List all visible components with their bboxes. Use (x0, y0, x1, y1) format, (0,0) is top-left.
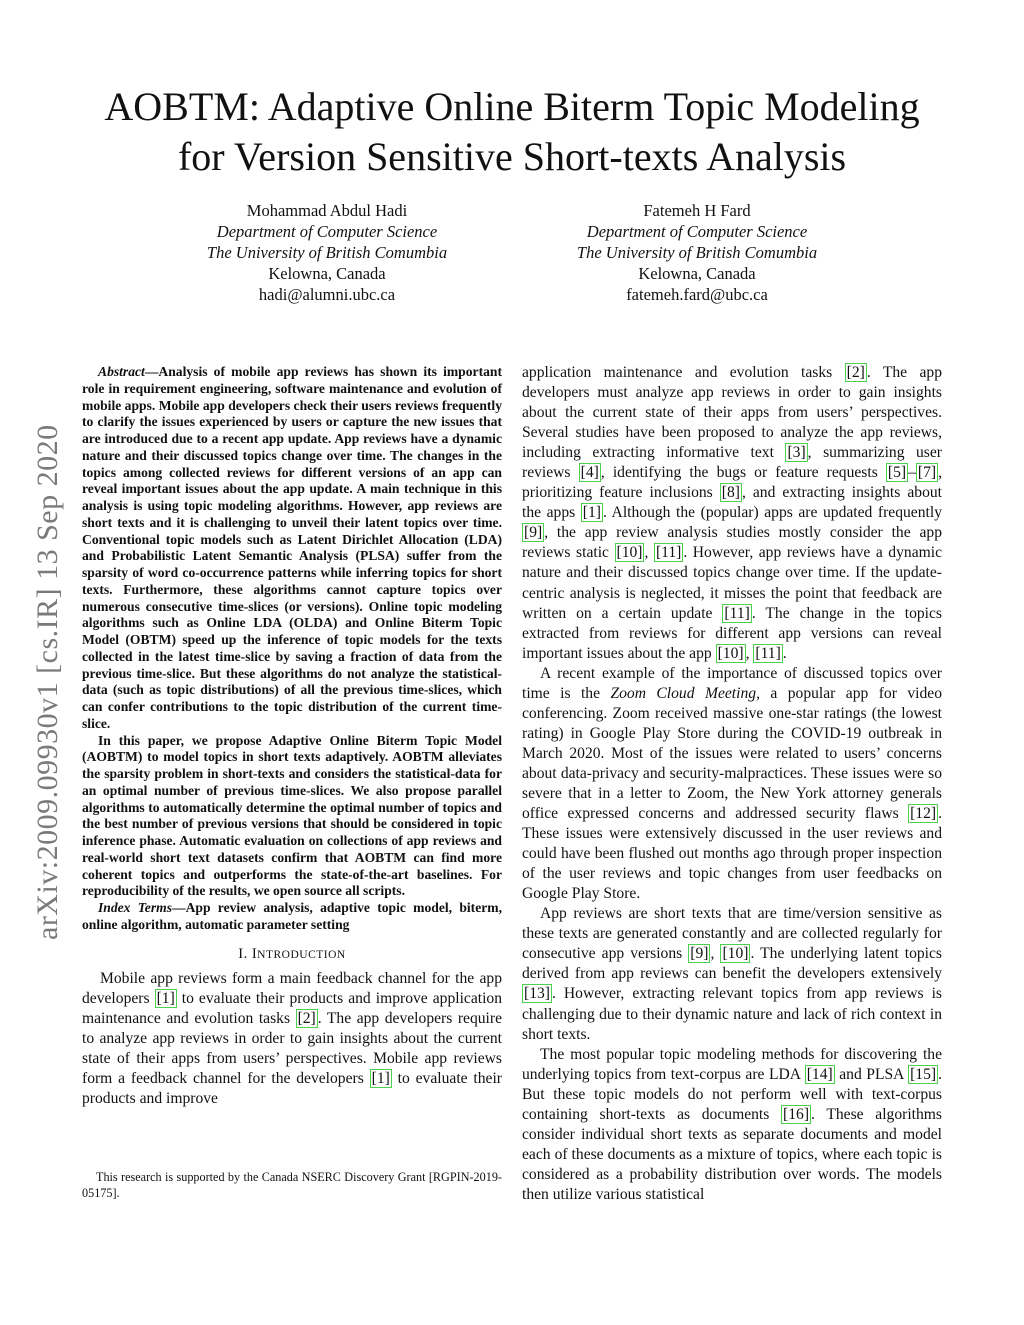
abstract-paragraph-2: In this paper, we propose Adaptive Online Biterm Topic Model (AOBTM) to model topics in short texts adaptively. AOBTM alleviates the sparsity problem in short-texts and considers the statistical-data for an optimal number of previous time-slices. We also propose parallel algorithms to automatically determine the optimal number of topics and the best number of previous versions that should be considered in topic inference phase. Automatic evaluation on collections of app reviews and real-world short text datasets confirm that AOBTM can find more coherent topics and outperforms the state-of-the-art baselines. For reproducibility of the results, we open source all scripts. (82, 732, 502, 899)
left-column (82, 364, 502, 1109)
body-text: A recent example of the importance of discussed topics over time is the (522, 664, 942, 702)
right-column (522, 363, 942, 1205)
author-email: fatemeh.fard@ubc.ca (626, 285, 768, 304)
index-terms (82, 900, 502, 934)
title-line-2: for Version Sensitive Short-texts Analysis (177, 134, 847, 179)
footnote: This research is supported by the Canada NSERC Discovery Grant [RGPIN-2019-05175]. (82, 1170, 502, 1200)
body-text: , identifying the bugs or feature requests (600, 464, 886, 482)
body-text: , and extracting insights about the apps (522, 484, 942, 522)
abstract-paragraph (82, 364, 502, 733)
author-university: The University of British Comumbia (206, 243, 448, 262)
index-terms-label: Index Terms (98, 900, 172, 915)
body-text: . However, app reviews have a dynamic nature and their discussed topics change over time. If the update-centric analysis is neglected, it misses the point that feedback are written on a certain update (522, 544, 943, 622)
body-text: App reviews are short texts that are time/version sensitive as these texts are generated constantly and are collected regularly for consecutive app versions (522, 905, 942, 963)
body-text: , (710, 945, 721, 963)
citation-link[interactable]: [12] (910, 805, 937, 823)
section-number: I. I (238, 945, 258, 962)
body-text: . These issues were extensively discussed in the user reviews and could have been flushed out months ago through proper inspection of the user reviews and topic changes from user feedbacks on Google Play Store. (522, 805, 942, 903)
citation-link[interactable]: [9] (524, 524, 543, 542)
section-title: NTRODUCTION (257, 948, 346, 961)
body-text: , (644, 544, 654, 562)
citation-link[interactable]: [5] (887, 464, 907, 482)
citation-link[interactable]: [10] (717, 644, 744, 662)
body-text: . These algorithms consider individual short texts as separate documents and model each of these documents as a mixture of topics, where each topic is considered as a probability distribution over words. The models then utilize various statistical (522, 1105, 942, 1203)
body-paragraph (522, 664, 942, 905)
citation-link[interactable]: [11] (724, 604, 750, 622)
body-text: , a popular app for video conferencing. Zoom received massive one-star ratings (the lowest rating) in Google Play Store during the COVID-19 outbreak in March 2020. Most of the issues were related to users’ concerns about data-privacy and security-malpractices. These issues were so severe that in a letter to Zoom, the New York attorney generals office expressed concerns and addressed security flaws (522, 684, 942, 823)
body-text: . The app developers must analyze app reviews in order to gain insights about the current state of their apps from users’ perspectives. Several studies have been proposed to analyze the app reviews, including extracting informative text (522, 364, 942, 462)
body-text: . The underlying latent topics derived from app reviews can benefit the developers extensively (522, 945, 943, 983)
author-department: Department of Computer Science (586, 222, 808, 241)
citation-link[interactable]: [2] (846, 364, 865, 381)
citation-link[interactable]: [2] (297, 1009, 316, 1027)
body-text: application maintenance and evolution tasks (522, 364, 845, 381)
body-text: . However, extracting relevant topics from app reviews is challenging due to their dynamic nature and lack of rich context in short texts. (522, 985, 942, 1043)
citation-link[interactable]: [1] (582, 504, 601, 522)
author-name: Mohammad Abdul Hadi (246, 201, 408, 220)
citation-link[interactable]: [1] (156, 989, 175, 1007)
author-name: Fatemeh H Fard (643, 201, 751, 220)
citation-link[interactable]: [4] (580, 464, 599, 482)
author-city: Kelowna, Canada (638, 264, 756, 283)
body-text: and PLSA (834, 1065, 909, 1083)
citation-link[interactable]: [10] (722, 945, 749, 963)
index-terms-text: —App review analysis, adaptive topic model, biterm, online algorithm, automatic parameter setting (82, 900, 502, 932)
author-university: The University of British Comumbia (576, 243, 818, 262)
citation-link[interactable]: [10] (616, 544, 643, 562)
intro-text: Mobile app reviews form a main feedback channel for the app developers (82, 969, 502, 1007)
intro-text: to evaluate their products and improve (82, 1069, 502, 1107)
citation-link[interactable]: [11] (655, 544, 682, 562)
body-paragraph (522, 1045, 942, 1205)
citation-link[interactable]: [1] (371, 1069, 390, 1087)
section-heading-introduction (82, 944, 502, 965)
citation-link[interactable]: [3] (787, 444, 806, 462)
citation-link[interactable]: [8] (721, 484, 740, 502)
intro-paragraph (82, 969, 502, 1109)
paper-title (40, 82, 984, 182)
citation-link[interactable]: [16] (783, 1105, 810, 1123)
body-text: , prioritizing feature inclusions (522, 464, 942, 502)
body-text: . Although the (popular) apps are updated frequently (602, 504, 942, 522)
author-department: Department of Computer Science (216, 222, 438, 241)
body-text: , the app review analysis studies mostly consider the app reviews static (522, 524, 942, 562)
title-line-1: AOBTM: Adaptive Online Biterm Topic Modeling (104, 84, 920, 129)
italic-text: Zoom Cloud Meeting (610, 684, 757, 702)
citation-link[interactable]: [11] (755, 644, 781, 662)
body-text: . The change in the topics extracted from reviews for different app versions can reveal important issues about the app (522, 604, 942, 662)
author-block-1 (167, 200, 487, 305)
body-paragraph (522, 904, 942, 1044)
citation-link[interactable]: [15] (910, 1065, 937, 1083)
body-paragraph (522, 363, 942, 664)
body-text: . But these topic models do not perform well with text-corpus containing short-texts as documents (522, 1065, 942, 1123)
abstract-text: —Analysis of mobile app reviews has shown its important role in requirement engineering, software maintenance and evolution of mobile apps. Mobile app developers check their users reviews frequently to clarify the issues experienced by users or capture the new issues that are introduced due to a recent app update. App reviews have a dynamic nature and their discussed topics change over time. The changes in the topics among collected reviews for different versions of an app can reveal important issues about the app update. A main technique in this analysis is using topic modeling algorithms. However, app reviews are short texts and it is challenging to unveil their latent topics over time. Conventional topic models such as Latent Dirichlet Allocation (LDA) and Probabilistic Latent Semantic Analysis (PLSA) suffer from the sparsity of word co-occurrence patterns while inferring topics for short texts. Furthermore, these algorithms cannot capture topics over numerous consecutive time-slices (or versions). Online topic modeling algorithms such as Online LDA (OLDA) and Online Biterm Topic Model (OBTM) speed up the inference of topic models for the texts collected in the latest time-slice by saving a fraction of data from the previous time-slice. But these algorithms do not analyze the statistical-data (such as topic distributions) of all the previous time-slices, which can confer contributions to the topic distribution of the current time-slice. (82, 364, 502, 731)
body-text: , (745, 644, 754, 662)
intro-text: to evaluate their products and improve application maintenance and evolution tasks (82, 989, 503, 1027)
author-city: Kelowna, Canada (268, 264, 386, 283)
arxiv-identifier: arXiv:2009.09930v1 [cs.IR] 13 Sep 2020 (31, 424, 64, 940)
author-block-2 (537, 200, 857, 305)
citation-link[interactable]: [13] (524, 985, 550, 1003)
body-text: The most popular topic modeling methods for discovering the underlying topics from text-corpus are LDA (522, 1045, 942, 1083)
abstract-label: Abstract (98, 364, 145, 379)
intro-text: . The app developers require to analyze app reviews in order to gain insights about the current state of their apps from users’ perspectives. Mobile app reviews form a feedback channel for the developers (82, 1009, 502, 1087)
body-text: , summarizing user reviews (522, 444, 942, 482)
citation-link[interactable]: [9] (690, 945, 709, 963)
author-email: hadi@alumni.ubc.ca (258, 285, 396, 304)
body-text: . (782, 644, 787, 662)
citation-link[interactable]: [14] (806, 1065, 833, 1083)
body-text: – (908, 464, 916, 482)
citation-link[interactable]: [7] (917, 464, 937, 482)
